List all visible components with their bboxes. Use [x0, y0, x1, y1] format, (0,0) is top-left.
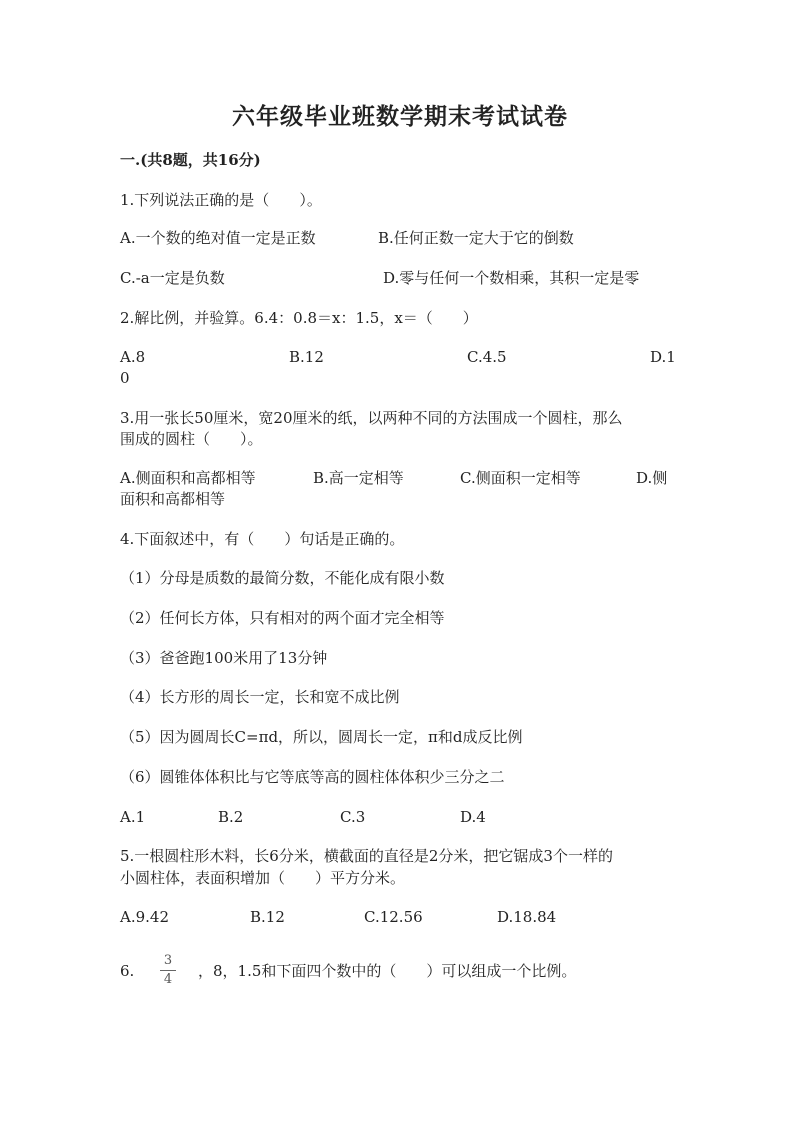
exam-title: 六年级毕业班数学期末考试试卷 [232, 103, 568, 130]
question-4-statement-5: （5）因为圆周长C=πd，所以，圆周长一定，π和d成反比例 [120, 728, 523, 746]
question-3-stem-line-1: 3.用一张长50厘米，宽20厘米的纸，以两种不同的方法围成一个圆柱，那么 [120, 409, 623, 427]
fraction-denominator: 4 [163, 972, 173, 987]
question-1-option-a: A.一个数的绝对值一定是正数 [120, 229, 316, 247]
question-5-option-d: D.18.84 [497, 908, 557, 926]
question-1-option-b: B.任何正数一定大于它的倒数 [378, 229, 574, 247]
question-4-statement-6: （6）圆锥体体积比与它等底等高的圆柱体体积少三分之二 [120, 768, 505, 786]
question-1-stem: 1.下列说法正确的是（ ）。 [120, 191, 322, 209]
question-6-fraction [160, 953, 176, 988]
question-6-number: 6. [120, 962, 135, 980]
fraction-numerator: 3 [163, 953, 173, 968]
question-4-statement-4: （4）长方形的周长一定，长和宽不成比例 [120, 688, 400, 706]
question-4-option-d: D.4 [460, 808, 486, 826]
question-5-stem-line-2: 小圆柱体，表面积增加（ ）平方分米。 [120, 869, 406, 887]
question-3-option-d-wrap: 面积和高都相等 [120, 490, 226, 508]
question-3-option-c: C.侧面积一定相等 [460, 469, 581, 487]
section-header: 一.(共8题，共16分) [120, 151, 261, 169]
question-2-option-d: D.1 [650, 348, 676, 366]
question-1-option-c: C.-a一定是负数 [120, 269, 225, 287]
question-3-option-b: B.高一定相等 [313, 469, 404, 487]
question-4-option-b: B.2 [218, 808, 244, 826]
question-5-stem-line-1: 5.一根圆柱形木料，长6分米，横截面的直径是2分米，把它锯成3个一样的 [120, 847, 613, 865]
question-4-statement-3: （3）爸爸跑100米用了13分钟 [120, 649, 328, 667]
question-2-option-c: C.4.5 [467, 348, 507, 366]
question-3-stem-line-2: 围成的圆柱（ ）。 [120, 430, 263, 448]
question-4-option-c: C.3 [340, 808, 366, 826]
question-2-option-b: B.12 [289, 348, 324, 366]
question-4-statement-2: （2）任何长方体，只有相对的两个面才完全相等 [120, 609, 445, 627]
question-3-option-d: D.侧 [636, 469, 668, 487]
question-2-option-d-wrap: 0 [120, 369, 130, 387]
question-1-option-d: D.零与任何一个数相乘，其积一定是零 [383, 269, 640, 287]
question-2-option-a: A.8 [120, 348, 146, 366]
question-5-option-a: A.9.42 [120, 908, 169, 926]
question-4-stem: 4.下面叙述中，有（ ）句话是正确的。 [120, 530, 405, 548]
question-6-stem: ，8，1.5和下面四个数中的（ ）可以组成一个比例。 [198, 962, 577, 980]
question-5-option-b: B.12 [250, 908, 285, 926]
question-3-option-a: A.侧面积和高都相等 [120, 469, 256, 487]
question-5-option-c: C.12.56 [364, 908, 423, 926]
question-2-stem: 2.解比例，并验算。6.4：0.8＝x：1.5，x＝（ ） [120, 309, 478, 327]
question-4-statement-1: （1）分母是质数的最简分数，不能化成有限小数 [120, 569, 445, 587]
fraction-bar [160, 970, 176, 971]
question-4-option-a: A.1 [120, 808, 146, 826]
